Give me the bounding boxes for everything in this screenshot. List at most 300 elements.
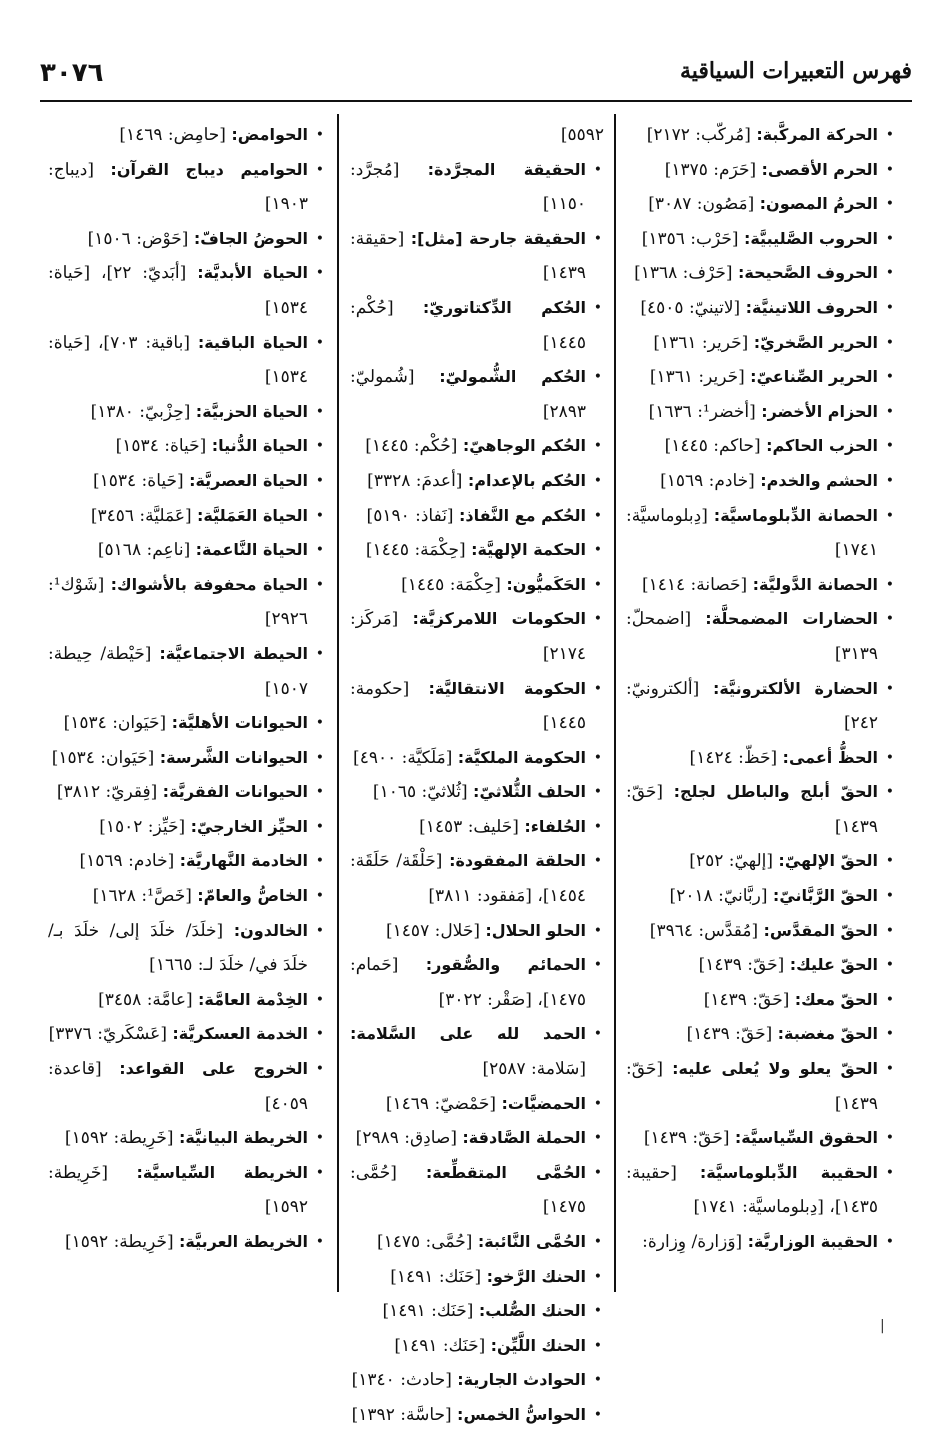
bullet-icon: •	[315, 645, 324, 662]
index-entry	[350, 291, 604, 360]
entry-term: الحصانة الدِّبلوماسيَّة:	[713, 505, 878, 525]
entry-reference: [حَلال: ١٤٥٧]	[386, 920, 480, 941]
entry-reference: [حَيَوان: ١٥٣٤]	[51, 747, 155, 768]
entry-reference: [حَرير: ١٣٦١]	[653, 332, 749, 353]
entry-term: الحشم والخدم:	[760, 470, 878, 490]
entry-reference: [ناعِم: ٥١٦٨]	[97, 540, 191, 561]
entry-reference: [عَسْكَريّ: ٣٣٧٦]	[48, 1024, 167, 1045]
bullet-icon: •	[593, 1234, 602, 1250]
index-entry	[48, 118, 326, 153]
index-entry	[626, 948, 896, 983]
index-entry	[350, 533, 604, 568]
entry-reference: [حَيِّز: ١٥٠٢]	[99, 816, 186, 837]
entry-reference: [شَوْك¹: ٢٩٢٦]	[48, 574, 308, 630]
entry-term: الحياة الباقية:	[197, 332, 308, 352]
entry-reference: [حُمَّى: ١٤٧٥]	[350, 1162, 586, 1218]
entry-term: الحيوانات الأهليَّة:	[171, 713, 308, 733]
page-header	[40, 56, 912, 102]
index-entry	[350, 775, 604, 810]
entry-reference: [حَمْضيّ: ١٤٦٩]	[385, 1093, 497, 1114]
entry-reference: [حَياة: ١٥٣٤]	[115, 436, 207, 457]
entry-reference: [حَقّ: ١٤٣٩]	[626, 782, 878, 837]
entry-term: الحروف الصَّحيحة:	[737, 263, 878, 283]
index-entry	[350, 1156, 604, 1225]
entry-term: الحياة العَمَليَّة:	[197, 505, 308, 525]
running-title: فهرس التعبيرات السياقية	[679, 58, 912, 84]
entry-reference: [إلهيّ: ٢٥٢]	[689, 851, 774, 872]
header-rule	[40, 100, 912, 102]
index-entry	[350, 948, 604, 1017]
entry-term: الحيطة الاجتماعيَّة:	[159, 643, 309, 663]
index-entry	[350, 1225, 604, 1260]
entry-term: الحضارات المضمحلَّة:	[705, 609, 878, 629]
bullet-icon: •	[315, 507, 324, 524]
bullet-icon: •	[593, 1026, 602, 1043]
bullet-icon: •	[315, 576, 324, 593]
entry-term: الحكومات اللامركزيَّة:	[412, 609, 586, 629]
entry-reference: [عَمَليَّة: ٣٤٥٦]	[90, 505, 192, 526]
entry-reference: [خَرِيطة: ١٥٩٢]	[64, 1128, 174, 1149]
bullet-icon: •	[593, 853, 602, 870]
bullet-icon: •	[593, 542, 602, 559]
entry-reference: [حُكْم: ١٤٤٥]	[365, 436, 458, 457]
index-entry	[350, 464, 604, 499]
entry-term: الحقّ أبلج والباطل لجلج:	[673, 782, 878, 802]
index-entry	[626, 464, 896, 499]
entry-term: الحيوانات الفقريَّة:	[162, 782, 308, 802]
entry-reference: [باقية: ٧٠٣]، [حَياة: ١٥٣٤]	[48, 332, 308, 388]
bullet-icon: •	[885, 957, 894, 974]
entry-term: الحواميم ديباج القرآن:	[110, 159, 308, 179]
entry-reference: [حَياة: ١٥٣٤]	[92, 470, 184, 491]
entry-reference: [حقيبة: ١٤٣٥]، [دِبلوماسيَّة: ١٧٤١]	[626, 1162, 878, 1218]
entry-reference: [حَليف: ١٤٥٣]	[419, 816, 519, 837]
bullet-icon: •	[315, 1234, 324, 1250]
bullet-icon: •	[885, 888, 894, 905]
entry-term: الخاصُّ والعامّ:	[197, 886, 308, 906]
entry-term: الحياة الدُّنيا:	[211, 436, 308, 456]
bullet-icon: •	[885, 611, 894, 628]
page-corner-mark: |	[880, 1318, 885, 1334]
index-entry	[48, 1121, 326, 1156]
entry-term: الحلقة المفقودة:	[449, 851, 586, 871]
entry-reference: [حَنَك: ١٤٩١]	[390, 1266, 482, 1287]
index-entry	[48, 983, 326, 1018]
entry-reference: [حَقّ: ١٤٣٩]	[686, 1024, 773, 1045]
index-entry	[626, 187, 896, 222]
index-entry	[48, 222, 326, 257]
bullet-icon: •	[593, 576, 602, 593]
bullet-icon: •	[315, 542, 324, 559]
entry-term: الحياة محفوفة بالأشواك:	[110, 574, 308, 594]
bullet-icon: •	[593, 438, 602, 455]
bullet-icon: •	[885, 1164, 894, 1181]
index-entry	[626, 1017, 896, 1052]
index-entry	[350, 360, 604, 429]
bullet-icon: •	[593, 957, 602, 974]
bullet-icon: •	[315, 438, 324, 455]
bullet-icon: •	[885, 196, 894, 213]
index-entry	[48, 810, 326, 845]
index-entry	[350, 914, 604, 949]
entry-term: الحرير الصَّخريّ:	[753, 332, 878, 352]
bullet-icon: •	[315, 853, 324, 870]
index-entry	[48, 395, 326, 430]
entry-term: الحُكم الوجاهيّ:	[462, 436, 586, 456]
index-entry	[350, 1017, 604, 1086]
entry-reference: [حَقّ: ١٤٣٩]	[703, 989, 790, 1010]
index-entry	[48, 499, 326, 534]
entry-reference: [حَرير: ١٣٦١]	[649, 367, 745, 388]
entry-term: الحرمُ المصون:	[759, 194, 878, 214]
bullet-icon: •	[885, 922, 894, 939]
bullet-icon: •	[885, 749, 894, 766]
entry-term: الخروج على القواعد:	[119, 1059, 308, 1079]
index-entry	[626, 741, 896, 776]
entry-reference: [حَقّ: ١٤٣٩]	[698, 955, 785, 976]
bullet-icon: •	[593, 611, 602, 628]
entry-reference: [مَلَكيَّة: ٤٩٠٠]	[353, 747, 453, 768]
index-entry	[626, 256, 896, 291]
index-entry	[48, 533, 326, 568]
index-entry	[350, 672, 604, 741]
index-entry	[350, 1121, 604, 1156]
entry-reference: [أعدمَ: ٣٣٢٨]	[367, 470, 463, 491]
index-entry	[48, 153, 326, 222]
entry-term: الحنك الرَّخو:	[486, 1266, 586, 1286]
entry-reference: [مَركَز: ٢١٧٤]	[350, 609, 586, 664]
entry-reference: [دِبلوماسيَّة: ١٧٤١]	[626, 505, 878, 561]
entry-term: الحروف اللاتينيَّة:	[745, 297, 878, 317]
bullet-icon: •	[885, 1026, 894, 1043]
entry-reference: [مَصُون: ٣٠٨٧]	[648, 194, 755, 215]
bullet-icon: •	[315, 888, 324, 905]
entry-reference: [حَيَوان: ١٥٣٤]	[63, 713, 167, 734]
entry-reference: [حامِض: ١٤٦٩]	[119, 125, 226, 145]
entry-reference: [لاتينيّ: ٤٥٠٥]	[640, 297, 741, 318]
bullet-icon: •	[885, 507, 894, 524]
index-entry	[48, 568, 326, 637]
index-entry	[626, 291, 896, 326]
entry-term: الحَكَميُّون:	[506, 574, 586, 594]
bullet-icon: •	[315, 472, 324, 489]
bullet-icon: •	[885, 161, 894, 178]
bullet-icon: •	[315, 991, 324, 1008]
bullet-icon: •	[885, 230, 894, 247]
entry-term: الحقيبة الوزاريَّة:	[747, 1232, 878, 1251]
entry-term: الحرم الأقصى:	[761, 159, 878, 179]
index-entry	[48, 844, 326, 879]
bullet-icon: •	[593, 922, 602, 939]
bullet-icon: •	[315, 230, 324, 247]
index-entry	[350, 844, 604, 913]
entry-term: الحمد لله على السَّلامة:	[350, 1024, 586, 1044]
entry-reference: [حقيقة: ١٤٣٩]	[350, 228, 586, 284]
bullet-icon: •	[593, 1372, 602, 1389]
bullet-icon: •	[885, 127, 894, 143]
index-entry	[350, 1087, 604, 1122]
bullet-icon: •	[885, 784, 894, 801]
index-entry	[350, 118, 604, 153]
entry-reference: [قاعدة: ٤٠٥٩]	[48, 1059, 308, 1114]
entry-term: الخريطة العربيَّة:	[179, 1232, 308, 1251]
column-divider-left	[337, 114, 339, 1292]
index-entry	[350, 499, 604, 534]
index-entry	[350, 1329, 604, 1364]
bullet-icon: •	[315, 403, 324, 420]
index-entry	[626, 499, 896, 568]
bullet-icon: •	[593, 369, 602, 386]
index-entry	[626, 879, 896, 914]
bullet-icon: •	[885, 403, 894, 420]
index-entry	[48, 879, 326, 914]
index-entry	[48, 706, 326, 741]
entry-term: الحلو الحلال:	[485, 920, 586, 940]
index-entry	[350, 429, 604, 464]
entry-reference: [خادم: ١٥٦٩]	[79, 851, 175, 872]
entry-term: الحمضيَّات:	[501, 1093, 586, 1113]
entry-reference: [حُكْم: ١٤٤٥]	[350, 297, 586, 353]
index-column-right	[626, 118, 896, 1260]
index-column-middle	[350, 118, 604, 1433]
bullet-icon: •	[593, 1337, 602, 1354]
entry-reference: [اضمحلّ: ٣١٣٩]	[626, 609, 878, 664]
entry-reference: [وَزارة/ وِزارة:	[642, 1232, 743, 1252]
entry-term: الحقّ عليك:	[789, 955, 878, 975]
entry-term: الحياة الحزبيَّة:	[195, 401, 308, 421]
bullet-icon: •	[593, 472, 602, 489]
bullet-icon: •	[593, 1303, 602, 1320]
bullet-icon: •	[885, 334, 894, 351]
entry-reference: [ثُلاثيّ: ١٠٦٥]	[372, 782, 468, 803]
index-entry	[626, 602, 896, 671]
entry-term: الحقيقة المجرَّدة:	[427, 159, 586, 179]
entry-term: الخِدْمة العامَّة:	[198, 989, 308, 1009]
entry-reference: [حكومة: ١٤٤٥]	[350, 678, 586, 734]
entry-term: الحظُّ أعمى:	[782, 747, 878, 767]
index-entry	[48, 914, 326, 983]
bullet-icon: •	[885, 991, 894, 1008]
entry-reference: [حَنَك: ١٤٩١]	[382, 1301, 474, 1322]
index-entry	[350, 1363, 604, 1398]
entry-term: الحوامض:	[231, 125, 308, 144]
bullet-icon: •	[315, 922, 324, 939]
entry-reference: [سَلامة: ٢٥٨٧]	[482, 1059, 586, 1080]
index-entry	[626, 844, 896, 879]
entry-reference: [خَرِيطة: ١٥٩٢]	[48, 1162, 308, 1218]
entry-term: الحُكم مع النَّفاذ:	[458, 505, 586, 525]
entry-term: الحقوق السِّياسيَّة:	[734, 1128, 878, 1148]
index-entry	[48, 741, 326, 776]
entry-reference: [شُموليّ: ٢٨٩٣]	[350, 367, 586, 422]
index-entry	[626, 118, 896, 153]
entry-reference: [حَقّ: ١٤٣٩]	[626, 1059, 878, 1114]
index-entry	[48, 1156, 326, 1225]
entry-term: الحمائم والصُّقور:	[425, 955, 586, 975]
entry-reference: [حَمام: ١٤٧٥]، [صَقْر: ٣٠٢٢]	[350, 955, 586, 1010]
entry-term: الحروب الصَّليبيَّة:	[743, 228, 878, 248]
entry-term: الحواسُّ الخمس:	[457, 1404, 586, 1424]
entry-reference: [مُجرَّد: ١١٥٠]	[350, 159, 586, 215]
index-column-left	[48, 118, 326, 1260]
index-entry	[350, 741, 604, 776]
entry-reference: [ألكترونيّ: ٢٤٢]	[626, 678, 878, 734]
entry-term: الحقّ مغضبة:	[777, 1024, 878, 1044]
bullet-icon: •	[315, 334, 324, 351]
entry-term: الحيِّز الخارجيّ:	[190, 816, 308, 836]
entry-term: الحكومة الانتقاليَّة:	[428, 678, 586, 698]
index-entry	[48, 637, 326, 706]
index-entry	[350, 568, 604, 603]
index-entry	[48, 464, 326, 499]
entry-term: الحقّ الإلهيّ:	[778, 851, 878, 871]
index-entry	[626, 153, 896, 188]
index-entry	[350, 1294, 604, 1329]
index-entry	[48, 1017, 326, 1052]
index-entry	[626, 360, 896, 395]
index-entry	[626, 568, 896, 603]
bullet-icon: •	[885, 1234, 894, 1250]
entry-reference: [حاكم: ١٤٤٥]	[664, 436, 761, 457]
entry-reference: [حِكْمَة: ١٤٤٥]	[365, 540, 466, 561]
entry-term: الحوضُ الجافّ:	[193, 228, 308, 248]
bullet-icon: •	[593, 299, 602, 316]
entry-reference: [أبَديّ: ٢٢]، [حَياة: ١٥٣٤]	[48, 263, 308, 318]
bullet-icon: •	[593, 818, 602, 835]
bullet-icon: •	[315, 715, 324, 732]
index-entry	[626, 395, 896, 430]
entry-term: الحُمَّى النَّائبة:	[477, 1232, 586, 1251]
bullet-icon: •	[885, 1061, 894, 1078]
index-entry	[48, 429, 326, 464]
entry-reference: [حِكْمَة: ١٤٤٥]	[401, 574, 501, 595]
index-entry	[350, 153, 604, 222]
entry-reference: [خادم: ١٥٦٩]	[660, 470, 755, 491]
entry-term: الحياة النَّاعمة:	[195, 540, 308, 560]
entry-term: الحلف الثُّلاثيّ:	[473, 782, 586, 802]
entry-reference: [خَرِيطة: ١٥٩٢]	[65, 1232, 174, 1252]
bullet-icon: •	[315, 127, 324, 143]
entry-term: الحرير الصِّناعيّ:	[750, 367, 878, 387]
entry-reference: [ديباج: ١٩٠٣]	[48, 159, 308, 215]
bullet-icon: •	[593, 1130, 602, 1147]
index-entry	[626, 326, 896, 361]
index-entry	[48, 256, 326, 325]
entry-reference: [حَوْض: ١٥٠٦]	[87, 228, 189, 249]
entry-reference: [أخضر¹: ١٦٣٦]	[648, 401, 756, 422]
bullet-icon: •	[885, 265, 894, 282]
bullet-icon: •	[315, 265, 324, 282]
entry-reference: [نَفاذ: ٥١٩٠]	[366, 505, 454, 526]
entry-term: الحقّ الرَّبَّانيّ:	[772, 886, 878, 906]
entry-reference: [صادِق: ٢٩٨٩]	[355, 1128, 457, 1149]
entry-term: الحقيبة الدِّبلوماسيَّة:	[699, 1162, 878, 1182]
entry-term: الحُكم بالإعدام:	[467, 470, 586, 490]
entry-reference: [حَلْقَة/ حَلَقَة: ١٤٥٤]، [مَفقود: ٣٨١١]	[350, 851, 586, 907]
entry-reference: [ربَّانيّ: ٢٠١٨]	[669, 886, 768, 907]
entry-term: الحنك الصُّلب:	[478, 1301, 586, 1321]
bullet-icon: •	[315, 1026, 324, 1043]
entry-reference: [فِقريّ: ٣٨١٢]	[56, 782, 158, 803]
bullet-icon: •	[885, 472, 894, 489]
bullet-icon: •	[315, 1164, 324, 1181]
bullet-icon: •	[593, 680, 602, 697]
bullet-icon: •	[315, 784, 324, 801]
entry-reference: [خلَدَ/ خلَدَ إلى/ خلَدَ بـ/ خلَدَ في/ خلَدَ لـ: ١٦٦٥]	[48, 920, 308, 976]
bullet-icon: •	[593, 1164, 602, 1181]
entry-term: الحُمَّى المتقطِّعة:	[425, 1162, 586, 1182]
bullet-icon: •	[593, 230, 602, 247]
bullet-icon: •	[593, 784, 602, 801]
entry-term: الحوادث الجارية:	[457, 1370, 586, 1390]
index-entry	[626, 1121, 896, 1156]
entry-term: الحملة الصَّادقة:	[462, 1128, 586, 1148]
entry-term: الحكمة الإلهيَّة:	[471, 540, 586, 560]
bullet-icon: •	[885, 299, 894, 316]
entry-reference: [حَيْطة/ حِيطة: ١٥٠٧]	[48, 643, 308, 699]
entry-reference: [عامَّة: ٣٤٥٨]	[98, 989, 193, 1010]
entry-term: الحضارة الألكترونيَّة:	[712, 678, 878, 698]
entry-term: الخدمة العسكريَّة:	[172, 1024, 308, 1044]
entry-term: الحنك اللَّيِّن:	[490, 1335, 586, 1355]
index-entry	[48, 775, 326, 810]
entry-term: الحكومة الملكيَّة:	[457, 747, 586, 767]
index-entry	[626, 775, 896, 844]
entry-reference: [حِزْبيّ: ١٣٨٠]	[90, 401, 191, 422]
index-entry	[626, 983, 896, 1018]
bullet-icon: •	[315, 818, 324, 835]
page-number: ٣٠٧٦	[40, 58, 104, 88]
index-entry	[626, 1156, 896, 1225]
index-entry	[350, 1398, 604, 1433]
index-entry	[350, 810, 604, 845]
index-entry	[626, 672, 896, 741]
entry-reference: [حَظّ: ١٤٢٤]	[689, 747, 778, 768]
bullet-icon: •	[315, 161, 324, 178]
entry-term: الحركة المركَّبة:	[756, 125, 878, 144]
bullet-icon: •	[315, 749, 324, 766]
bullet-icon: •	[885, 369, 894, 386]
entry-term: الحزب الحاكم:	[766, 436, 878, 456]
entry-term: الحقّ معك:	[794, 989, 878, 1009]
entry-reference: ٥٥٩٢]	[560, 125, 604, 145]
index-entry	[48, 1052, 326, 1121]
bullet-icon: •	[885, 853, 894, 870]
index-entry	[626, 1225, 896, 1260]
bullet-icon: •	[593, 161, 602, 178]
bullet-icon: •	[593, 1268, 602, 1285]
entry-reference: [حادث: ١٣٤٠]	[351, 1370, 452, 1391]
bullet-icon: •	[593, 1406, 602, 1423]
bullet-icon: •	[593, 1095, 602, 1112]
index-entry	[350, 1260, 604, 1295]
entry-term: الخريطة البيانيَّة:	[178, 1128, 308, 1148]
entry-term: الخادمة النَّهاريَّة:	[179, 851, 308, 871]
index-entry	[350, 222, 604, 291]
entry-term: الحقّ المقدَّس:	[763, 920, 878, 940]
index-entry	[626, 1052, 896, 1121]
index-entry	[350, 602, 604, 671]
index-entry	[626, 914, 896, 949]
entry-reference: [حاسَّة: ١٣٩٢]	[351, 1404, 452, 1425]
entry-reference: [مُركّب: ٢١٧٢]	[646, 125, 751, 145]
entry-reference: [حَرْب: ١٣٥٦]	[641, 228, 739, 249]
entry-reference: [حَقّ: ١٤٣٩]	[643, 1128, 730, 1149]
entry-reference: [حَرْف: ١٣٦٨]	[634, 263, 733, 284]
bullet-icon: •	[315, 1061, 324, 1078]
bullet-icon: •	[885, 680, 894, 697]
index-entry	[48, 1225, 326, 1260]
